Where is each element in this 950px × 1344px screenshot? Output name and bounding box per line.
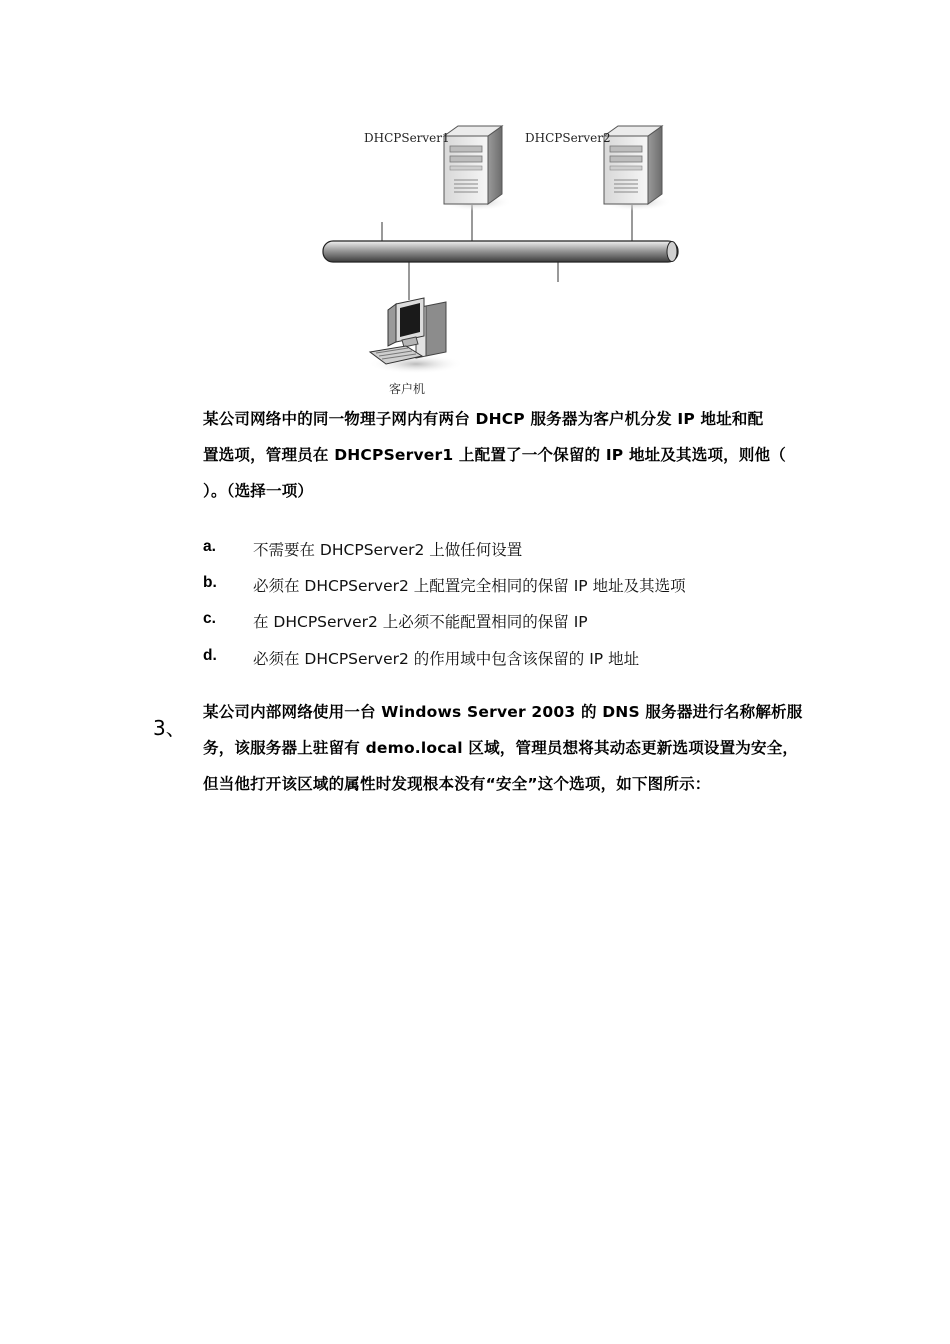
option-text: 不需要在 DHCPServer2 上做任何设置 [253, 541, 523, 559]
option-text: 在 DHCPServer2 上必须不能配置相同的保留 IP [253, 613, 588, 631]
option-letter: c. [203, 610, 216, 627]
server1-label: DHCPServer1 [364, 131, 450, 145]
option-text: 必须在 DHCPServer2 的作用域中包含该保留的 IP 地址 [253, 650, 640, 668]
question2-stem [203, 401, 803, 509]
server2-label: DHCPServer2 [525, 131, 611, 145]
option-text: 必须在 DHCPServer2 上配置完全相同的保留 IP 地址及其选项 [253, 577, 686, 595]
option-letter: b. [203, 574, 217, 591]
client-label: 客户机 [389, 382, 426, 396]
server2-icon [600, 126, 672, 211]
server1-icon [440, 126, 512, 211]
network-diagram [0, 0, 950, 410]
question3-number: 3、 [153, 716, 186, 740]
question3-line1: 某公司内部网络使用一台 Windows Server 2003 的 DNS 服务器进行名称解析服 [203, 703, 803, 721]
network-bus [323, 241, 678, 262]
question2-line3: ）。（选择一项） [203, 482, 314, 500]
question3-stem [203, 694, 803, 802]
option-letter: a. [203, 538, 216, 555]
question2-line1: 某公司网络中的同一物理子网内有两台 DHCP 服务器为客户机分发 IP 地址和配 [203, 410, 764, 428]
option-letter: d. [203, 647, 217, 664]
network-diagram-svg [0, 0, 950, 410]
question3-line3: 但当他打开该区域的属性时发现根本没有“安全”这个选项，如下图所示： [203, 775, 711, 793]
question3-line2: 务，该服务器上驻留有 demo.local 区域，管理员想将其动态更新选项设置为安全， [203, 739, 799, 757]
question2-line2: 置选项，管理员在 DHCPServer1 上配置了一个保留的 IP 地址及其选项，则他（ [203, 446, 786, 464]
client-computer-icon [368, 298, 464, 374]
